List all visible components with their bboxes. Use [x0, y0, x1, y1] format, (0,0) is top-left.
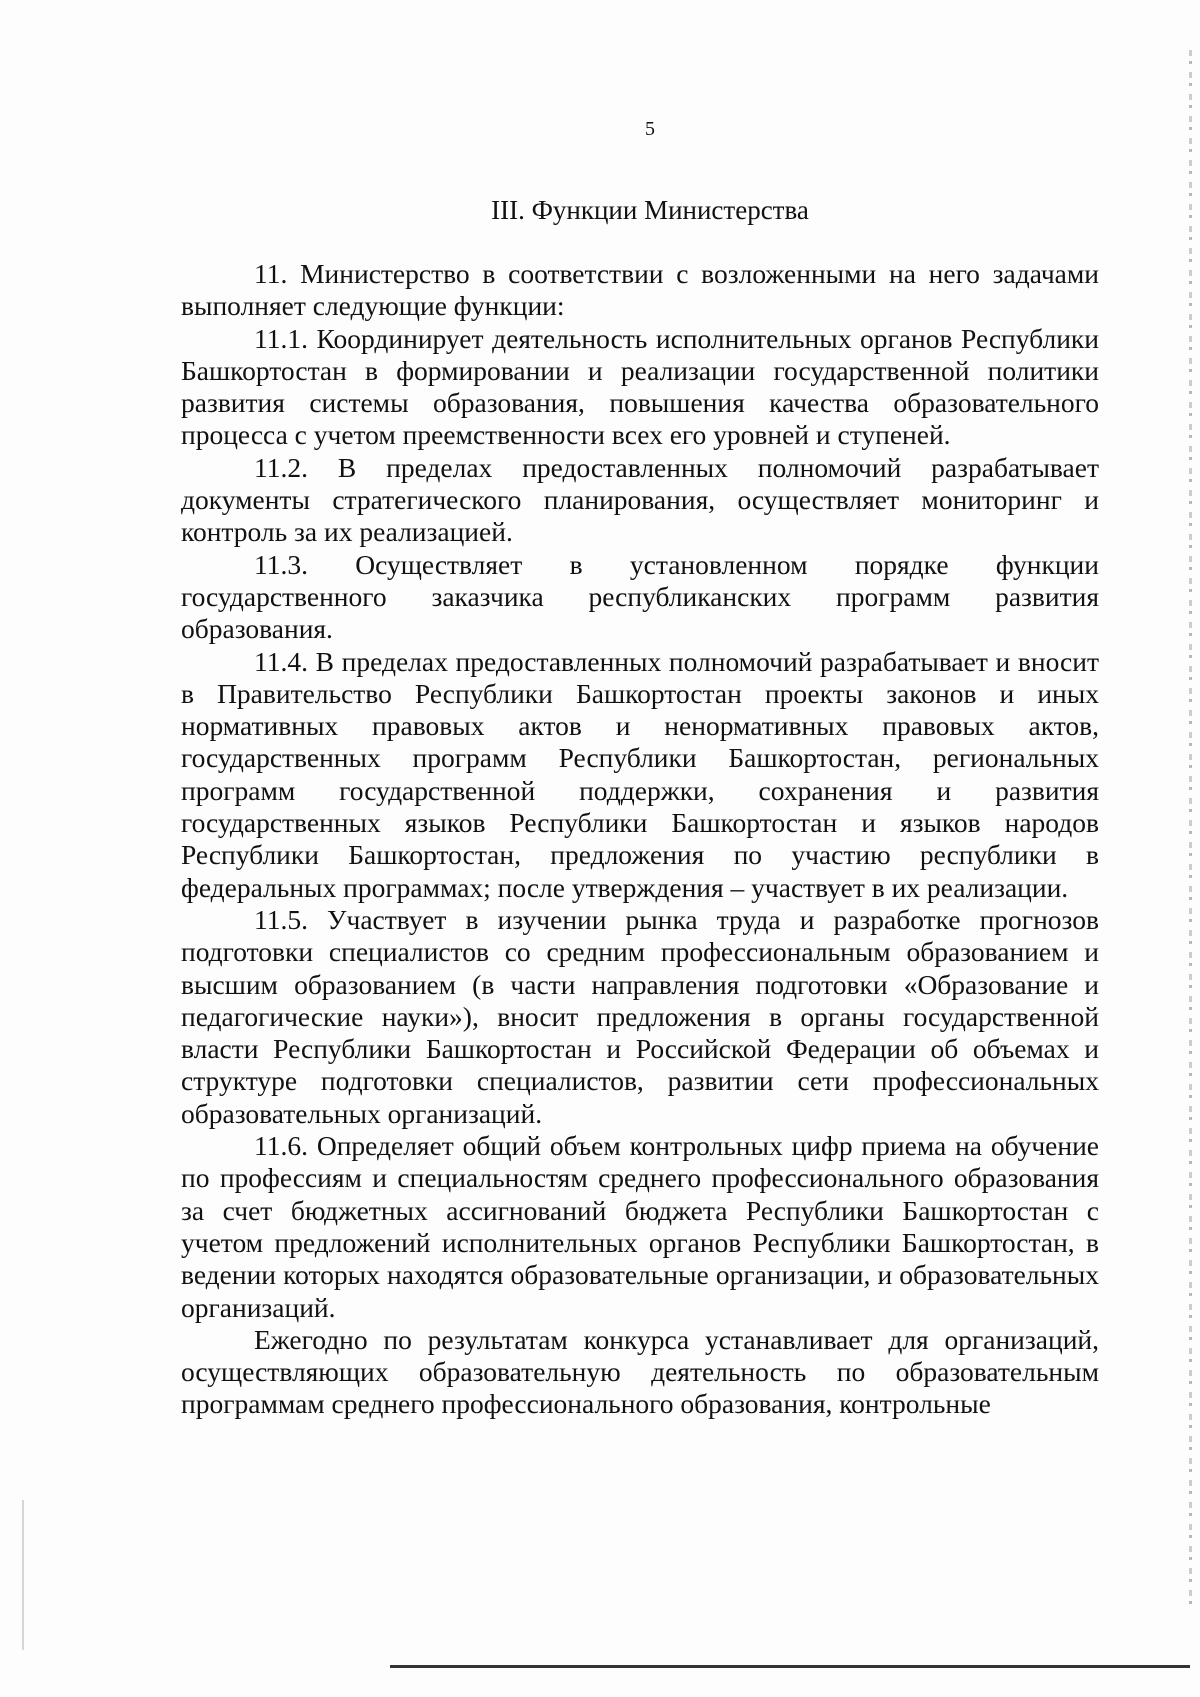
- scan-edge-left: [22, 1500, 24, 1650]
- page-number: 5: [645, 118, 655, 140]
- paragraph-11-3: 11.3. Осуществляет в установленном порядке функции государственного заказчика республиканских программ развития образования.: [181, 548, 1099, 645]
- paragraph-11-2: 11.2. В пределах предоставленных полномочий разрабатывает документы стратегического планирования, осуществляет мониторинг и контроль за их реализацией.: [181, 451, 1099, 548]
- paragraph-11: 11. Министерство в соответствии с возложенными на него задачами выполняет следующие функции:: [181, 258, 1099, 322]
- bottom-rule: [390, 1665, 1190, 1668]
- scan-edge-right: [1189, 50, 1192, 1610]
- paragraph-11-5: 11.5. Участвует в изучении рынка труда и разработке прогнозов подготовки специалистов со средним профессиональным образованием и высшим образованием (в части направления подготовки «Образование и педагогические науки»), вносит предложения в органы государственной власти Республики Башкортостан и Российской Федерации об объемах и структуре подготовки специалистов, развитии сети профессиональных образовательных организаций.: [181, 903, 1099, 1129]
- section-title: III. Функции Министерства: [491, 195, 809, 225]
- paragraph-11-1: 11.1. Координирует деятельность исполнительных органов Республики Башкортостан в формировании и реализации государственной политики развития системы образования, повышения качества образовательного процесса с учетом преемственности всех его уровней и ступеней.: [181, 322, 1099, 451]
- paragraph-11-4: 11.4. В пределах предоставленных полномочий разрабатывает и вносит в Правительство Республики Башкортостан проекты законов и иных нормативных правовых актов и ненормативных правовых актов, государственных программ Республики Башкортостан, региональных программ государственной поддержки, сохранения и развития государственных языков Республики Башкортостан и языков народов Республики Башкортостан, предложения по участию республики в федеральных программах; после утверждения – участвует в их реализации.: [181, 645, 1099, 903]
- paragraph-11-6: 11.6. Определяет общий объем контрольных цифр приема на обучение по профессиям и специальностям среднего профессионального образования за счет бюджетных ассигнований бюджета Республики Башкортостан с учетом предложений исполнительных органов Республики Башкортостан, в ведении которых находятся образовательные организации, и образовательных организаций.: [181, 1130, 1099, 1323]
- document-body: [181, 258, 1099, 1421]
- paragraph-annual-contest: Ежегодно по результатам конкурса устанавливает для организаций, осуществляющих образовательную деятельность по образовательным программам среднего профессионального образования, контрольные: [181, 1323, 1099, 1420]
